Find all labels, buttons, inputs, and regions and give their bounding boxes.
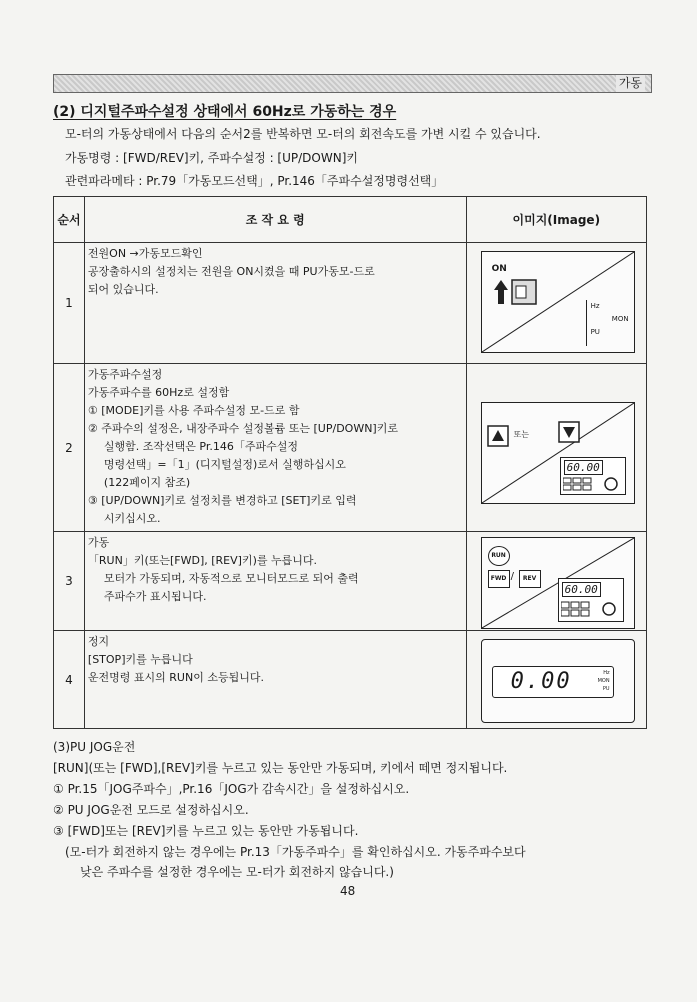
led-indicators <box>586 300 629 346</box>
header-tag: 가동 <box>616 75 645 92</box>
step-image <box>466 532 646 631</box>
rev-key: REV <box>519 570 541 588</box>
step-procedure <box>84 532 466 631</box>
mon-label: MON <box>597 678 610 684</box>
intro-line-1: 모-터의 가동상태에서 다음의 순서2를 반복하면 모-터의 회전속도를 가변 시킬 수 있습니다. <box>65 127 541 141</box>
step-image <box>466 364 646 532</box>
step-line: 전원ON →가동모드확인 <box>87 247 203 260</box>
led-indicators <box>598 669 610 693</box>
header-bar <box>53 74 652 93</box>
step-line: 가동주파수설정 <box>87 368 163 381</box>
inverter-panel <box>481 537 635 629</box>
lcd-display: 60.00 <box>562 582 601 597</box>
run-key: RUN <box>488 546 510 566</box>
pu-label: PU <box>602 686 610 692</box>
power-switch-icon <box>492 274 542 314</box>
procedure-table <box>53 196 647 729</box>
intro-line-3: 관련파라메타 : Pr.79「가동모드선택」, Pr.146「주파수설정명령선택」 <box>65 174 444 188</box>
lcd-display: 0.00 <box>510 669 572 694</box>
step-number: 4 <box>54 631 85 729</box>
step-line: 모터가 가동되며, 자동적으로 모니터모드로 되어 출력 <box>103 572 359 585</box>
table-row <box>54 364 647 532</box>
step-number: 3 <box>54 532 85 631</box>
step-procedure <box>84 243 466 364</box>
display-unit <box>558 578 624 622</box>
step-image <box>466 631 646 729</box>
header-image: 이미지(Image) <box>466 197 646 243</box>
lcd-display: 60.00 <box>564 460 603 475</box>
display-unit <box>560 457 626 495</box>
slash-separator: / <box>510 571 514 582</box>
step-image <box>466 243 646 364</box>
step-line: [STOP]키를 누릅니다 <box>87 653 193 666</box>
jog-line: [RUN](또는 [FWD],[REV]키를 누르고 있는 동안만 가동되며, 키에서 떼면 정지됩니다. <box>53 761 508 775</box>
up-key-icon <box>487 425 509 447</box>
fwd-key: FWD <box>488 570 510 588</box>
hz-label: Hz <box>590 302 600 310</box>
or-label: 또는 <box>513 430 530 439</box>
step-line: ③ [UP/DOWN]키로 설정치를 변경하고 [SET]키로 입력 <box>87 494 357 507</box>
jog-line: ① Pr.15「JOG주파수」,Pr.16「JOG가 감속시간」을 설정하십시오. <box>53 782 410 796</box>
pu-label: PU <box>590 328 600 336</box>
keypad-icon <box>563 477 623 491</box>
on-label: ON <box>491 264 507 274</box>
step-line: (122페이지 참조) <box>103 476 191 489</box>
jog-title: (3)PU JOG운전 <box>53 740 136 754</box>
step-line: ② 주파수의 설정은, 내장주파수 설정볼륨 또는 [UP/DOWN]키로 <box>87 422 398 435</box>
table-header-row <box>54 197 647 243</box>
page-number: 48 <box>340 884 356 898</box>
step-number: 1 <box>54 243 85 364</box>
step-line: 정지 <box>87 635 110 648</box>
jog-line: ② PU JOG운전 모드로 설정하십시오. <box>53 803 249 817</box>
header-order: 순서 <box>54 197 85 243</box>
step-line: 운전명령 표시의 RUN이 소등됩니다. <box>87 671 264 684</box>
step-procedure <box>84 631 466 729</box>
jog-note: (모-터가 회전하지 않는 경우에는 Pr.13「가동주파수」를 확인하십시오. 가동주파수보다 <box>65 845 526 859</box>
mon-label: MON <box>611 315 629 323</box>
down-key-icon <box>558 421 580 443</box>
step-procedure <box>84 364 466 532</box>
step-line: 실행함. 조작선택은 Pr.146「주파수설정 <box>103 440 298 453</box>
step-line: 「RUN」키(또는[FWD], [REV]키)를 누릅니다. <box>87 554 317 567</box>
jog-line: ③ [FWD]또는 [REV]키를 누르고 있는 동안만 가동됩니다. <box>53 824 359 838</box>
jog-note: 낮은 주파수를 설정한 경우에는 모-터가 회전하지 않습니다.) <box>80 865 394 879</box>
step-number: 2 <box>54 364 85 532</box>
display-panel <box>481 639 635 723</box>
header-procedure: 조 작 요 령 <box>84 197 466 243</box>
step-line: 주파수가 표시됩니다. <box>103 590 207 603</box>
step-line: 가동 <box>87 536 110 549</box>
inverter-panel <box>481 251 635 353</box>
step-line: ① [MODE]키를 사용 주파수설정 모-드로 함 <box>87 404 300 417</box>
hz-label: Hz <box>603 670 610 676</box>
step-line: 공장출하시의 설정치는 전원을 ON시켰을 때 PU가동모-드로 <box>87 265 375 278</box>
table-row <box>54 532 647 631</box>
step-line: 되어 있습니다. <box>87 283 159 296</box>
step-line: 시키십시오. <box>103 512 161 525</box>
section-title: (2) 디지털주파수설정 상태에서 60Hz로 가동하는 경우 <box>53 104 397 120</box>
table-row <box>54 243 647 364</box>
step-line: 명령선택」=「1」(디지털설정)로서 실행하십시오 <box>103 458 346 471</box>
table-row <box>54 631 647 729</box>
step-line: 가동주파수를 60Hz로 설정함 <box>87 386 230 399</box>
intro-line-2: 가동명령 : [FWD/REV]키, 주파수설정 : [UP/DOWN]키 <box>65 151 358 165</box>
keypad-icon <box>561 601 621 617</box>
display-unit <box>492 666 614 698</box>
inverter-panel <box>481 402 635 504</box>
